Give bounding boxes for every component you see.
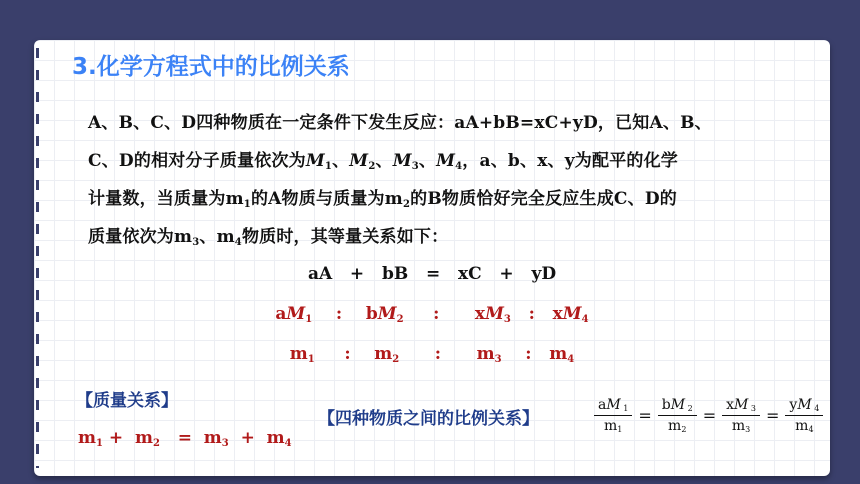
content-card xyxy=(34,40,830,476)
ratio-fractions: $\frac{aM _1}{m_1}$ = $\frac{bM _2}{m_2}$ = $\frac{xM _3}{m_3}$ = $\frac{yM _4}{m_4}$ xyxy=(594,390,823,440)
mass-ratio-row: $m_1$ : $m_2$ : $m_3$ : $m_4$ xyxy=(289,344,575,365)
reaction-equation: aA + bB = xC + yD xyxy=(307,264,557,284)
paragraph-line-4: 质量依次为$m_3$、$m_4$物质时，其等量关系如下： xyxy=(88,227,449,248)
fraction-x: $\frac{xM _3}{m_3}$ xyxy=(722,397,760,434)
mass-relation-label: 【质量关系】 xyxy=(76,391,178,411)
ratio-relation-label: 【四种物质之间的比例关系】 xyxy=(318,409,539,429)
paragraph-line-2: C、D的相对分子质量依次为$M_1$、$M_2$、$M_3$、$M_4$，a、b、x、y为配平的化学 xyxy=(88,151,679,172)
fraction-y: $\frac{yM _4}{m_4}$ xyxy=(785,397,823,434)
paragraph-line-3: 计量数，当质量为$m_1$的A物质与质量为$m_2$的B物质恰好完全反应生成C、D的 xyxy=(88,189,677,210)
fraction-b: $\frac{bM _2}{m_2}$ xyxy=(658,397,697,434)
paragraph-line-1: A、B、C、D四种物质在一定条件下发生反应：aA+bB=xC+yD，已知A、B、 xyxy=(88,113,712,133)
mass-conservation-equation: $m_1 + m_2 = m_3 + m_4$ xyxy=(78,428,292,449)
molar-mass-ratio-row: $aM_1$ : $bM_2$ : $xM_3$ : $xM_4$ xyxy=(275,304,589,325)
problem-paragraph xyxy=(88,104,816,256)
slide-title: 3.化学方程式中的比例关系 xyxy=(72,54,350,80)
fraction-a: $\frac{aM _1}{m_1}$ xyxy=(594,397,632,434)
